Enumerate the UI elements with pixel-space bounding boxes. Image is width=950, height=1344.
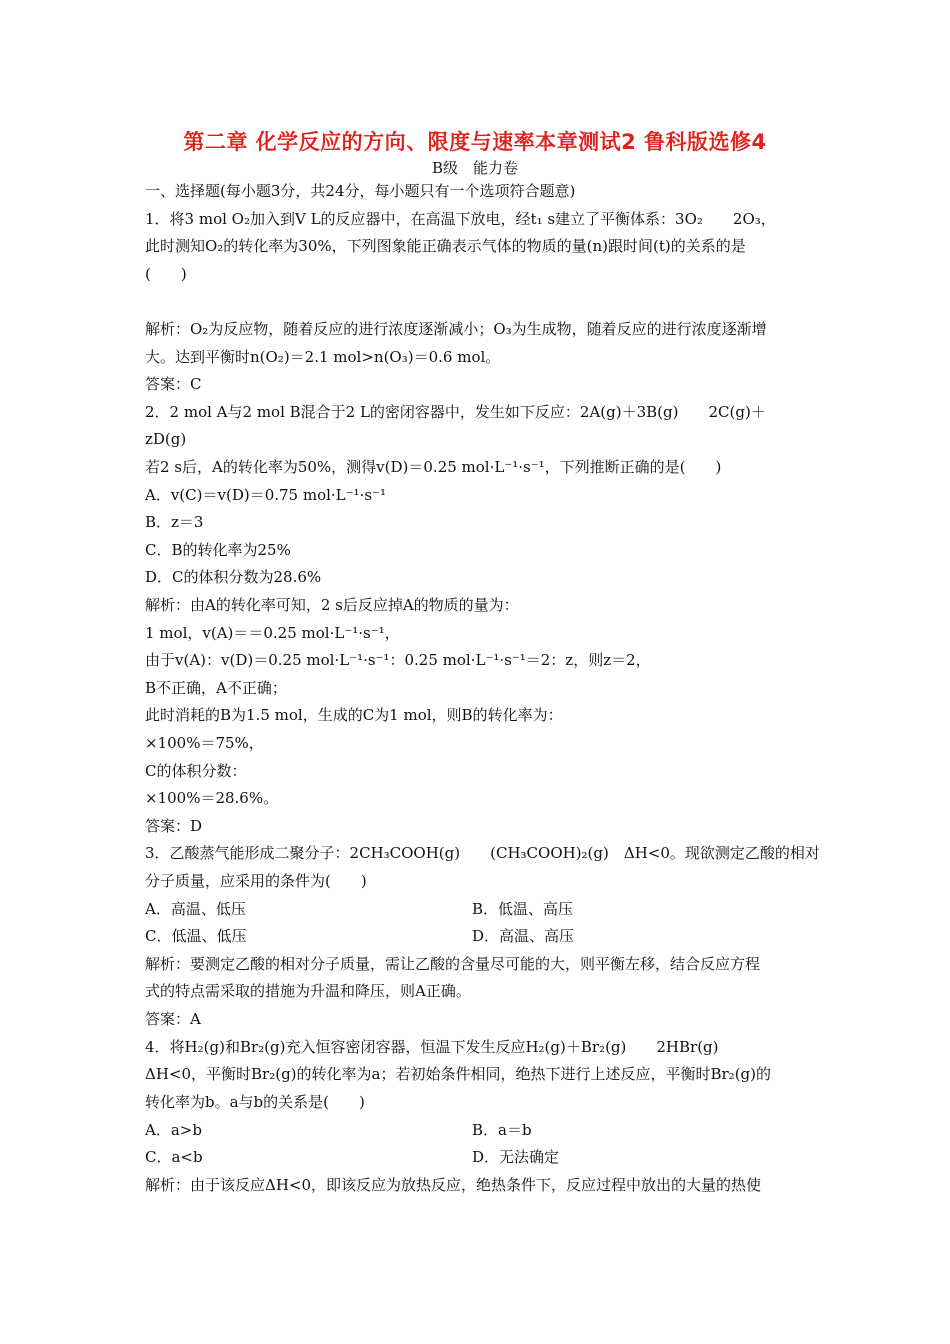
- q1-analysis-2: 大。达到平衡时n(O₂)＝2.1 mol>n(O₃)＝0.6 mol。: [145, 348, 501, 366]
- q3-line-1: 3．乙酸蒸气能形成二聚分子：2CH₃COOH(g) (CH₃COOH)₂(g) ΔH<0。现欲测定乙酸的相对: [145, 844, 820, 862]
- q4-analysis-1: 解析：由于该反应ΔH<0，即该反应为放热反应，绝热条件下，反应过程中放出的大量的热使: [145, 1176, 762, 1194]
- q3-analysis-1: 解析：要测定乙酸的相对分子质量，需让乙酸的含量尽可能的大，则平衡左移，结合反应方程: [145, 955, 761, 973]
- q3-analysis-2: 式的特点需采取的措施为升温和降压，则A正确。: [145, 982, 471, 1000]
- q2-line-3: 若2 s后，A的转化率为50%，测得v(D)＝0.25 mol·L⁻¹·s⁻¹，下列推断正确的是( ): [145, 458, 722, 476]
- q4-option-d: D．无法确定: [472, 1148, 560, 1166]
- section-heading: 一、选择题(每小题3分，共24分，每小题只有一个选项符合题意): [145, 182, 576, 200]
- q2-option-d: D．C的体积分数为28.6%: [145, 568, 322, 586]
- q1-answer: 答案：C: [145, 375, 202, 393]
- q2-analysis-5: 此时消耗的B为1.5 mol，生成的C为1 mol，则B的转化率为：: [145, 706, 563, 724]
- q4-option-b: B．a＝b: [472, 1121, 532, 1139]
- q2-analysis-3: 由于v(A)：v(D)＝0.25 mol·L⁻¹·s⁻¹：0.25 mol·L⁻¹·s⁻¹＝2：z，则z＝2，: [145, 651, 651, 669]
- q4-line-3: 转化率为b。a与b的关系是( ): [145, 1093, 365, 1111]
- q3-option-a: A．高温、低压: [145, 900, 246, 918]
- q2-answer: 答案：D: [145, 817, 203, 835]
- q2-analysis-6: ×100%＝75%，: [145, 734, 264, 752]
- q2-option-b: B．z＝3: [145, 513, 204, 531]
- q1-line-3: ( ): [145, 265, 187, 283]
- q2-line-2: zD(g): [145, 430, 187, 448]
- q4-line-1: 4．将H₂(g)和Br₂(g)充入恒容密闭容器，恒温下发生反应H₂(g)＋Br₂(g) 2HBr(g): [145, 1038, 719, 1056]
- q2-option-a: A．v(C)＝v(D)＝0.75 mol·L⁻¹·s⁻¹: [145, 486, 386, 504]
- q3-option-c: C．低温、低压: [145, 927, 247, 945]
- q4-option-a: A．a>b: [145, 1121, 202, 1139]
- q2-analysis-1: 解析：由A的转化率可知，2 s后反应掉A的物质的量为：: [145, 596, 519, 614]
- q1-analysis-1: 解析：O₂为反应物，随着反应的进行浓度逐渐减小；O₃为生成物，随着反应的进行浓度逐渐增: [145, 320, 767, 338]
- q1-line-2: 此时测知O₂的转化率为30%，下列图象能正确表示气体的物质的量(n)跟时间(t)的关系的是: [145, 237, 746, 255]
- document-title: 第二章 化学反应的方向、限度与速率本章测试2 鲁科版选修4: [183, 130, 767, 154]
- q2-analysis-4: B不正确，A不正确；: [145, 679, 287, 697]
- q2-analysis-8: ×100%＝28.6%。: [145, 789, 279, 807]
- document-subtitle: B级 能力卷: [431, 159, 519, 177]
- q2-analysis-7: C的体积分数：: [145, 762, 247, 780]
- q2-line-1: 2．2 mol A与2 mol B混合于2 L的密闭容器中，发生如下反应：2A(g)＋3B(g) 2C(g)＋: [145, 403, 766, 421]
- q4-option-c: C．a<b: [145, 1148, 203, 1166]
- q4-line-2: ΔH<0，平衡时Br₂(g)的转化率为a；若初始条件相同，绝热下进行上述反应，平衡时Br₂(g)的: [145, 1065, 771, 1083]
- q2-analysis-2: 1 mol，v(A)＝＝0.25 mol·L⁻¹·s⁻¹，: [145, 624, 400, 642]
- q3-answer: 答案：A: [145, 1010, 201, 1028]
- q1-line-1: 1．将3 mol O₂加入到V L的反应器中，在高温下放电，经t₁ s建立了平衡体系：3O₂ 2O₃，: [145, 210, 776, 228]
- q2-option-c: C．B的转化率为25%: [145, 541, 291, 559]
- q3-option-d: D．高温、高压: [472, 927, 575, 945]
- q3-option-b: B．低温、高压: [472, 900, 574, 918]
- q3-line-2: 分子质量，应采用的条件为( ): [145, 872, 367, 890]
